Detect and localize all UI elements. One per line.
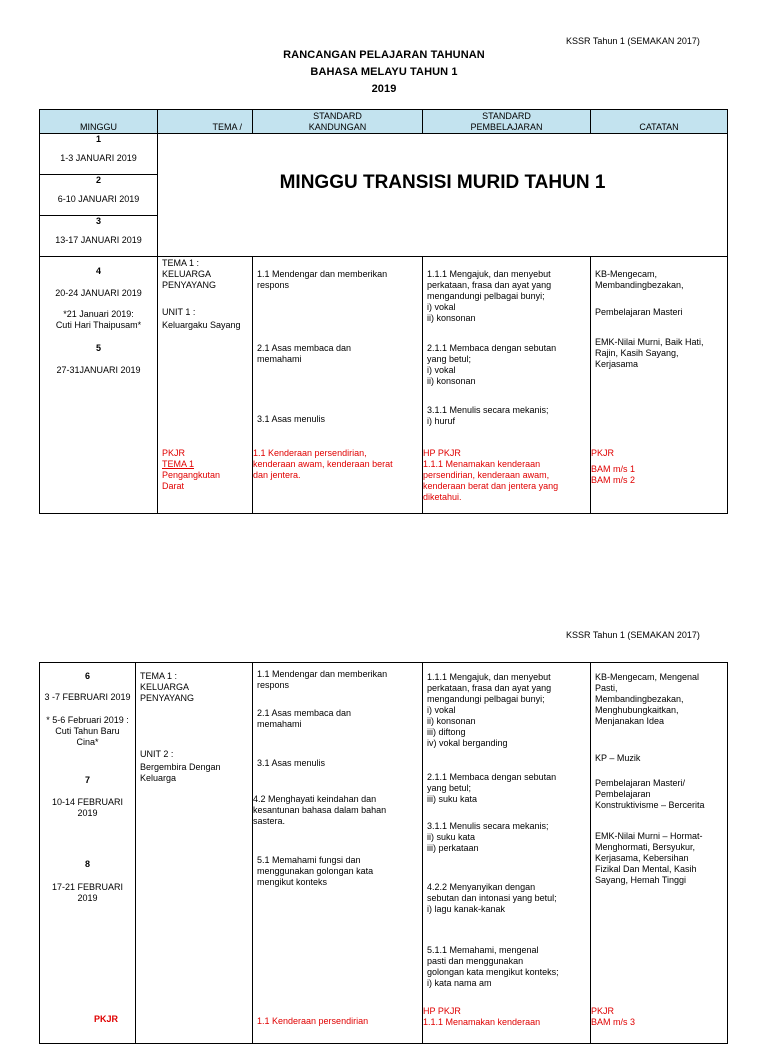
week-cell: 3 13-17 JANUARI 2019 [40, 216, 158, 257]
standard-pembelajaran-cell: 1.1.1 Mengajuk, dan menyebut perkataan, frasa dan ayat yang mengandungi pelbagai bunyi; i) vokal ii) konsonan iii) diftong iv) vokal berganding 2.1.1 Membaca dengan sebutan yang betul; iii) suku kata 3.1.1 Menulis secara mekanis; ii) suku kata iii) perkataan 4.2.2 Menyanyikan dengan sebutan dan intonasi yang betul; i) lagu kanak-kanak 5.1.1 Memahami, mengenal pasti dan menggunakan golongan kata mengikut konteks; i) kata nama am HP PKJR 1.1.1 Menamakan kenderaan [423, 663, 591, 1044]
lesson-plan-table-page1 [39, 109, 728, 514]
table-row-week4-5 [40, 257, 728, 514]
header-catatan: CATATAN [591, 110, 728, 134]
standard-kandungan-cell: 1.1 Mendengar dan memberikan respons 2.1 Asas membaca dan memahami 3.1 Asas menulis 1.1 Kenderaan persendirian, kenderaan awam, kenderaan berat dan jentera. [253, 257, 423, 514]
catatan-cell: KB-Mengecam, Membandingbezakan, Pembelajaran Masteri EMK-Nilai Murni, Baik Hati, Rajin, Kasih Sayang, Kerjasama PKJR BAM m/s 1 BAM m/s 2 [591, 257, 728, 514]
curriculum-reference: KSSR Tahun 1 (SEMAKAN 2017) [566, 36, 700, 46]
lesson-plan-table-page2 [39, 662, 728, 1044]
table-header-row [40, 110, 728, 134]
table-row-week6-8 [40, 663, 728, 1044]
document-year: 2019 [371, 83, 397, 95]
curriculum-reference-page2: KSSR Tahun 1 (SEMAKAN 2017) [566, 630, 700, 640]
header-standard-kandungan: STANDARD KANDUNGAN [253, 110, 423, 134]
header-minggu: MINGGU [40, 110, 158, 134]
document-title: RANCANGAN PELAJARAN TAHUNAN [283, 49, 485, 61]
tema-cell: TEMA 1 : KELUARGA PENYAYANG UNIT 2 : Bergembira Dengan Keluarga PKJR [136, 663, 253, 1044]
transition-heading: MINGGU TRANSISI MURID TAHUN 1 [279, 172, 606, 193]
week-cell: 4 20-24 JANUARI 2019 *21 Januari 2019: Cuti Hari Thaipusam* 5 27-31JANUARI 2019 [40, 257, 158, 514]
transition-cell [158, 134, 728, 257]
tema-cell: TEMA 1 : KELUARGA PENYAYANG UNIT 1 : Keluargaku Sayang PKJR TEMA 1 Pengangkutan Darat [158, 257, 253, 514]
standard-pembelajaran-cell: 1.1.1 Mengajuk, dan menyebut perkataan, frasa dan ayat yang mengandungi pelbagai bunyi; i) vokal ii) konsonan 2.1.1 Membaca dengan sebutan yang betul; i) vokal ii) konsonan 3.1.1 Menulis secara mekanis; i) huruf HP PKJR 1.1.1 Menamakan kenderaan persendirian, kenderaan awam, kenderaan berat dan jentera yang diketahui. [423, 257, 591, 514]
catatan-cell: KB-Mengecam, Mengenal Pasti, Membandingbezakan, Menghubungkaitkan, Menjanakan Idea KP – Muzik Pembelajaran Masteri/ Pembelajaran Konstruktivisme – Bercerita EMK-Nilai Murni – Hormat- Menghormati, Bersyukur, Kerjasama, Kebersihan Fizikal Dan Mental, Kasih Sayang, Hemah Tinggi PKJR BAM m/s 3 [591, 663, 728, 1044]
standard-kandungan-cell: 1.1 Mendengar dan memberikan respons 2.1 Asas membaca dan memahami 3.1 Asas menulis 4.2 Menghayati keindahan dan kesantunan bahasa dalam bahan sastera. 5.1 Memahami fungsi dan menggunakan golongan kata mengikut konteks 1.1 Kenderaan persendirian [253, 663, 423, 1044]
week-cell: 2 6-10 JANUARI 2019 [40, 175, 158, 216]
header-standard-pembelajaran: STANDARD PEMBELAJARAN [423, 110, 591, 134]
document-subject: BAHASA MELAYU TAHUN 1 [310, 66, 458, 78]
week-cell: 6 3 -7 FEBRUARI 2019 * 5-6 Februari 2019 : Cuti Tahun Baru Cina* 7 10-14 FEBRUARI 2019 8 17-21 FEBRUARI 2019 [40, 663, 136, 1044]
table-row-week1 [40, 134, 728, 175]
week-cell: 1 1-3 JANUARI 2019 [40, 134, 158, 175]
header-tema: TEMA / [158, 110, 253, 134]
